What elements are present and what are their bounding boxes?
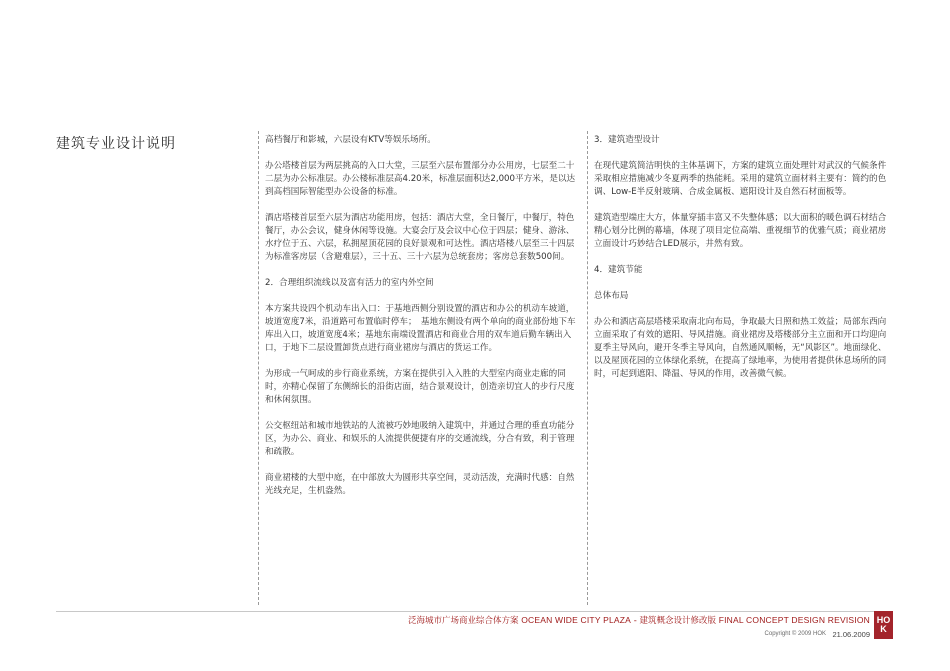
logo-line-2: K: [880, 624, 887, 634]
hok-logo: [874, 611, 893, 639]
footer-divider: [56, 611, 890, 612]
footer-subtitle-en: FINAL CONCEPT DESIGN REVISION: [718, 615, 870, 625]
footer-title-separator: -: [631, 616, 640, 626]
footer-copyright: Copyright © 2009 HOK: [764, 631, 826, 637]
paragraph: 为形成一气呵成的步行商业系统，方案在提供引入入胜的大型室内商业走廊的同时，亦精心保留了东侧绵长的沿街店面，结合景观设计，创造亲切宜人的步行尺度和休闲氛围。: [265, 369, 575, 405]
text-column-middle: [265, 134, 579, 511]
section-heading: 3．建筑造型设计: [594, 135, 660, 145]
paragraph: 办公和酒店高层塔楼采取南北向布局，争取最大日照和热工效益；局部东西向立面采取了有效的遮阳、导风措施。商业裙房及塔楼部分主立面和开口均迎向夏季主导风向，避开冬季主导风向，自然通风顺畅，无“风影区”。地面绿化、以及屋顶花园的立体绿化系统，在提高了绿地率，为使用者提供休息场所的同时，可起到遮阳、降温、导风的作用，改善微气候。: [594, 317, 887, 379]
paragraph: 建筑造型端庄大方，体量穿插丰富又不失整体感；以大面积的暖色调石材结合精心划分比例的幕墙，体现了项目定位高端、重视细节的优雅气质；商业裙房立面设计巧妙结合LED展示，井然有致。: [594, 213, 887, 249]
paragraph: 酒店塔楼首层至六层为酒店功能用房，包括：酒店大堂，全日餐厅，中餐厅，特色餐厅，办公会议，健身休闲等设施。大宴会厅及会议中心位于四层；健身、游泳、水疗位于五、六层，私拥屋顶花园的良好景观和可达性。酒店塔楼八层至三十四层为标准客房层（含避难层），三十五、三十六层为总统套房；客房总套数500间。: [265, 213, 575, 262]
footer-title-cn: 泛海城市广场商业综合体方案: [407, 616, 522, 626]
footer-date: 21.06.2009: [832, 630, 870, 639]
paragraph: 商业裙楼的大型中庭，在中部放大为圆形共享空间，灵动活泼，充满时代感：自然光线充足，生机盎然。: [265, 473, 575, 496]
paragraph: 在现代建筑简洁明快的主体基调下，方案的建筑立面处理针对武汉的气候条件采取相应措施减少冬夏两季的热能耗。采用的建筑立面材料主要有：简约的色调、Low-E半反射玻璃、合成金属板、遮阳设计及自然石材面板等。: [594, 161, 887, 197]
section-heading: 4．建筑节能: [594, 265, 643, 275]
paragraph: 办公塔楼首层为两层挑高的入口大堂，三层至六层布置部分办公用房，七层至二十二层为办公标准层。办公楼标准层高4.20米，标准层面积达2,000平方米，是以达到高档国际智能型办公设备的标准。: [265, 161, 576, 197]
footer-title-en: OCEAN WIDE CITY PLAZA: [521, 615, 632, 625]
paragraph: 高档餐厅和影城，六层设有KTV等娱乐场所。: [265, 135, 436, 145]
column-divider-right: [587, 131, 588, 605]
footer-subtitle-cn: 建筑概念设计修改版: [639, 616, 719, 626]
paragraph: 本方案共设四个机动车出入口：于基地西侧分别设置的酒店和办公的机动车坡道，坡道宽度7米，沿道路可布置临时停车； 基地东侧设有两个单向的商业部份地下车库出入口，坡道宽度4米；基地东南端设置酒店和商业合用的双车道后勤车辆出入口，于地下二层设置卸货点进行商业裙房与酒店的货运工作。: [265, 304, 576, 353]
section-heading: 2．合理组织流线以及富有活力的室内外空间: [265, 278, 434, 288]
paragraph: 公交枢纽站和城市地铁站的人流被巧妙地吸纳入建筑中，并通过合理的垂直功能分区，为办公、商业、和娱乐的人流提供便捷有序的交通流线，分合有致，利于管理和疏散。: [265, 421, 575, 457]
page-title: 建筑专业设计说明: [56, 136, 176, 152]
sub-heading: 总体布局: [594, 291, 629, 301]
column-divider-left: [258, 131, 259, 605]
text-column-right: [594, 134, 888, 394]
footer-project-title: [408, 614, 870, 626]
logo-line-1: HO: [876, 615, 891, 625]
